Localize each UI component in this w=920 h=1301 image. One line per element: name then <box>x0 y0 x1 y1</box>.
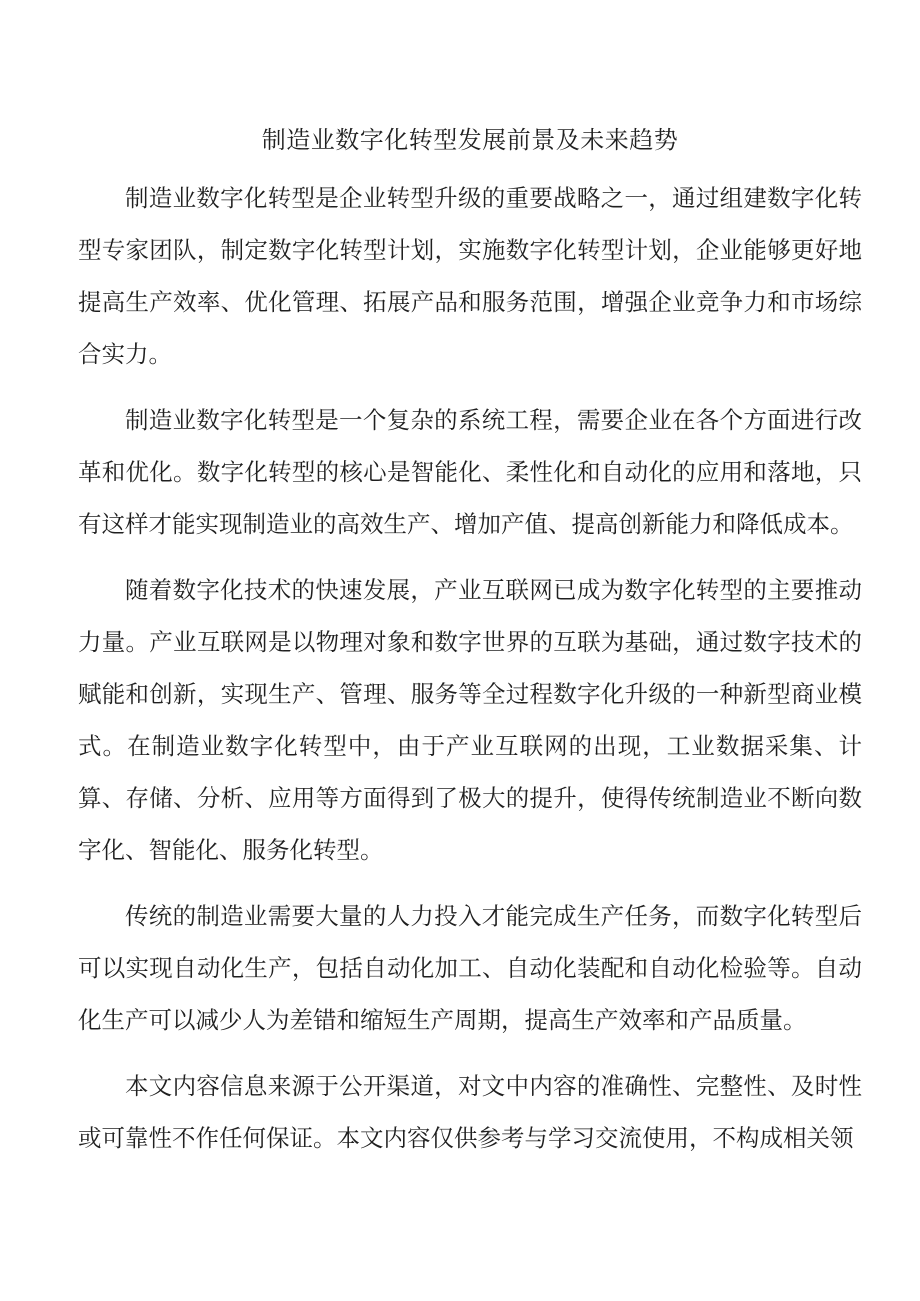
paragraph-1: 制造业数字化转型是企业转型升级的重要战略之一，通过组建数字化转型专家团队，制定数字化转型计划，实施数字化转型计划，企业能够更好地提高生产效率、优化管理、拓展产品和服务范围，增强企业竞争力和市场综合实力。 <box>78 184 862 368</box>
paragraph-5: 本文内容信息来源于公开渠道，对文中内容的准确性、完整性、及时性或可靠性不作任何保证。本文内容仅供参考与学习交流使用，不构成相关领 <box>78 1072 862 1152</box>
paragraph-3: 随着数字化技术的快速发展，产业互联网已成为数字化转型的主要推动力量。产业互联网是以物理对象和数字世界的互联为基础，通过数字技术的赋能和创新，实现生产、管理、服务等全过程数字化升级的一种新型商业模式。在制造业数字化转型中，由于产业互联网的出现，工业数据采集、计算、存储、分析、应用等方面得到了极大的提升，使得传统制造业不断向数字化、智能化、服务化转型。 <box>78 576 862 864</box>
paragraph-2: 制造业数字化转型是一个复杂的系统工程，需要企业在各个方面进行改革和优化。数字化转型的核心是智能化、柔性化和自动化的应用和落地，只有这样才能实现制造业的高效生产、增加产值、提高创新能力和降低成本。 <box>78 406 862 538</box>
paragraph-4: 传统的制造业需要大量的人力投入才能完成生产任务，而数字化转型后可以实现自动化生产，包括自动化加工、自动化装配和自动化检验等。自动化生产可以减少人为差错和缩短生产周期，提高生产效率和产品质量。 <box>78 902 862 1034</box>
document-title: 制造业数字化转型发展前景及未来趋势 <box>261 126 679 154</box>
